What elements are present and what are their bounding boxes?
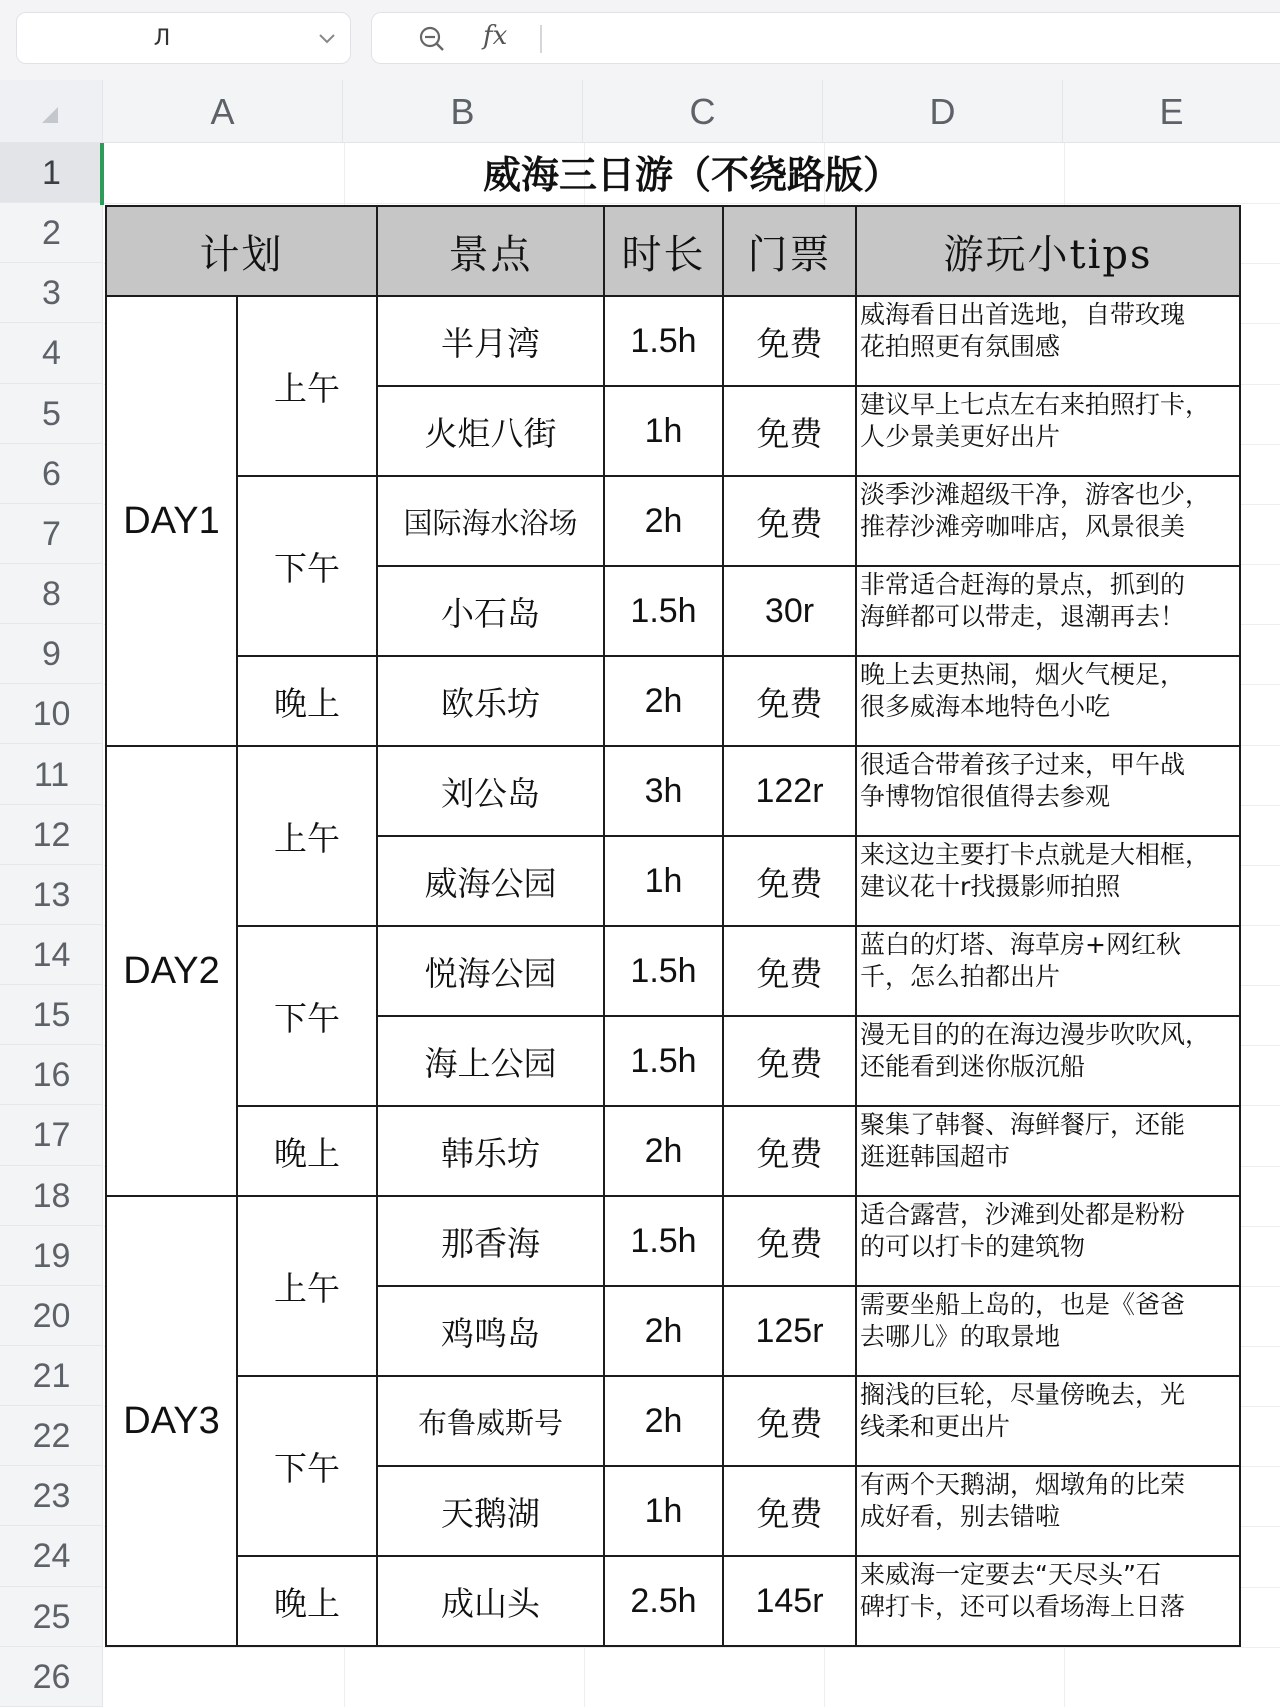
table-row <box>106 476 1240 566</box>
duration-cell[interactable]: 2h <box>604 476 723 566</box>
column-header-d[interactable]: D <box>823 80 1063 143</box>
spot-cell[interactable]: 威海公园 <box>377 836 604 926</box>
row-header-22[interactable]: 22 <box>0 1406 103 1466</box>
row-header-26[interactable]: 26 <box>0 1647 103 1707</box>
duration-cell[interactable]: 1h <box>604 836 723 926</box>
row-header-2[interactable]: 2 <box>0 203 103 263</box>
row-header-5[interactable]: 5 <box>0 384 103 444</box>
period-cell[interactable]: 上午 <box>237 1196 377 1376</box>
zoom-out-icon[interactable] <box>418 25 446 53</box>
row-header-24[interactable]: 24 <box>0 1526 103 1586</box>
tip-cell[interactable]: 聚集了韩餐、海鲜餐厅，还能 逛逛韩国超市 <box>856 1106 1240 1196</box>
spot-cell[interactable]: 国际海水浴场 <box>377 476 604 566</box>
ticket-cell[interactable]: 免费 <box>723 1376 856 1466</box>
row-header-4[interactable]: 4 <box>0 323 103 383</box>
row-header-10[interactable]: 10 <box>0 684 103 744</box>
day-cell[interactable]: DAY1 <box>106 296 237 746</box>
ticket-cell[interactable]: 免费 <box>723 926 856 1016</box>
row-header-19[interactable]: 19 <box>0 1226 103 1286</box>
period-cell[interactable]: 上午 <box>237 746 377 926</box>
spot-cell[interactable]: 韩乐坊 <box>377 1106 604 1196</box>
period-cell[interactable]: 晚上 <box>237 656 377 746</box>
row-header-8[interactable]: 8 <box>0 564 103 624</box>
header-duration[interactable]: 时长 <box>604 206 723 296</box>
duration-cell[interactable]: 2h <box>604 1106 723 1196</box>
row-header-15[interactable]: 15 <box>0 985 103 1045</box>
tip-cell[interactable]: 来威海一定要去“天尽头”石 碑打卡，还可以看场海上日落 <box>856 1556 1240 1646</box>
period-cell[interactable]: 下午 <box>237 476 377 656</box>
sheet-title[interactable]: 威海三日游（不绕路版） <box>482 153 901 197</box>
header-spot[interactable]: 景点 <box>377 206 604 296</box>
duration-cell[interactable]: 1.5h <box>604 566 723 656</box>
tip-cell[interactable]: 适合露营，沙滩到处都是粉粉 的可以打卡的建筑物 <box>856 1196 1240 1286</box>
ticket-cell[interactable]: 免费 <box>723 836 856 926</box>
spot-cell[interactable]: 天鹅湖 <box>377 1466 604 1556</box>
row-header-9[interactable]: 9 <box>0 624 103 684</box>
table-row <box>106 746 1240 836</box>
row-header-3[interactable]: 3 <box>0 263 103 323</box>
formula-input[interactable] <box>371 12 1280 64</box>
formula-cursor <box>540 25 542 53</box>
column-header-b[interactable]: B <box>343 80 583 143</box>
row-header-14[interactable]: 14 <box>0 925 103 985</box>
duration-cell[interactable]: 1.5h <box>604 296 723 386</box>
ticket-cell[interactable]: 免费 <box>723 1466 856 1556</box>
table-row <box>106 1376 1240 1466</box>
spot-cell[interactable]: 那香海 <box>377 1196 604 1286</box>
select-all-icon <box>42 107 58 123</box>
ticket-cell[interactable]: 免费 <box>723 1016 856 1106</box>
select-all-corner[interactable] <box>0 80 103 143</box>
row-header-13[interactable]: 13 <box>0 865 103 925</box>
column-header-e[interactable]: E <box>1159 91 1184 132</box>
row-header-6[interactable]: 6 <box>0 444 103 504</box>
duration-cell[interactable]: 1.5h <box>604 926 723 1016</box>
duration-cell[interactable]: 1h <box>604 1466 723 1556</box>
spot-cell[interactable]: 小石岛 <box>377 566 604 656</box>
ticket-cell[interactable]: 125r <box>723 1286 856 1376</box>
tip-cell[interactable]: 晚上去更热闹，烟火气梗足， 很多威海本地特色小吃 <box>856 656 1240 746</box>
ticket-cell[interactable]: 免费 <box>723 1106 856 1196</box>
tip-cell[interactable]: 建议早上七点左右来拍照打卡， 人少景美更好出片 <box>856 386 1240 476</box>
spot-cell[interactable]: 悦海公园 <box>377 926 604 1016</box>
table-row <box>106 1556 1240 1646</box>
spot-cell[interactable]: 鸡鸣岛 <box>377 1286 604 1376</box>
tip-cell[interactable]: 来这边主要打卡点就是大相框， 建议花十r找摄影师拍照 <box>856 836 1240 926</box>
ticket-cell[interactable]: 免费 <box>723 386 856 476</box>
row-header-12[interactable]: 12 <box>0 805 103 865</box>
column-header-a[interactable]: A <box>103 80 343 143</box>
spot-cell[interactable]: 成山头 <box>377 1556 604 1646</box>
duration-cell[interactable]: 2h <box>604 1286 723 1376</box>
itinerary-table <box>105 205 1241 1647</box>
formula-bar <box>0 0 1280 80</box>
row-header-23[interactable]: 23 <box>0 1466 103 1526</box>
tip-cell[interactable]: 漫无目的的在海边漫步吹吹风， 还能看到迷你版沉船 <box>856 1016 1240 1106</box>
row-header-16[interactable]: 16 <box>0 1045 103 1105</box>
tip-cell[interactable]: 威海看日出首选地，自带玫瑰 花拍照更有氛围感 <box>856 296 1240 386</box>
ticket-cell[interactable]: 免费 <box>723 296 856 386</box>
row-header-7[interactable]: 7 <box>0 504 103 564</box>
tip-cell[interactable]: 蓝白的灯塔、海草房+网红秋 千，怎么拍都出片 <box>856 926 1240 1016</box>
duration-cell[interactable]: 3h <box>604 746 723 836</box>
name-box[interactable] <box>16 12 351 64</box>
duration-cell[interactable]: 1.5h <box>604 1196 723 1286</box>
tip-cell[interactable]: 搁浅的巨轮，尽量傍晚去，光 线柔和更出片 <box>856 1376 1240 1466</box>
name-box-value: Л <box>153 26 171 51</box>
spot-cell[interactable]: 刘公岛 <box>377 746 604 836</box>
header-tips[interactable]: 游玩小tips <box>856 206 1240 296</box>
day-cell[interactable]: DAY2 <box>106 746 237 1196</box>
duration-cell[interactable]: 2h <box>604 1376 723 1466</box>
row-header-25[interactable]: 25 <box>0 1587 103 1647</box>
table-header-row <box>106 206 1240 296</box>
spot-cell[interactable]: 欧乐坊 <box>377 656 604 746</box>
header-ticket[interactable]: 门票 <box>723 206 856 296</box>
row-header-17[interactable]: 17 <box>0 1105 103 1165</box>
table-row <box>106 926 1240 1016</box>
table-row <box>106 1106 1240 1196</box>
chevron-down-icon[interactable] <box>318 32 336 46</box>
column-header-c[interactable]: C <box>583 80 823 143</box>
period-cell[interactable]: 晚上 <box>237 1106 377 1196</box>
duration-cell[interactable]: 1.5h <box>604 1016 723 1106</box>
ticket-cell[interactable]: 免费 <box>723 476 856 566</box>
column-headers <box>103 80 1280 143</box>
tip-cell[interactable]: 淡季沙滩超级干净，游客也少， 推荐沙滩旁咖啡店，风景很美 <box>856 476 1240 566</box>
row-header-1[interactable]: 1 <box>0 143 103 203</box>
tip-cell[interactable]: 需要坐船上岛的，也是《爸爸 去哪儿》的取景地 <box>856 1286 1240 1376</box>
row-header-21[interactable]: 21 <box>0 1346 103 1406</box>
ticket-cell[interactable]: 免费 <box>723 1196 856 1286</box>
table-row <box>106 656 1240 746</box>
ticket-cell[interactable]: 免费 <box>723 656 856 746</box>
row-header-20[interactable]: 20 <box>0 1286 103 1346</box>
ticket-cell[interactable]: 145r <box>723 1556 856 1646</box>
period-cell[interactable]: 晚上 <box>237 1556 377 1646</box>
spot-cell[interactable]: 半月湾 <box>377 296 604 386</box>
table-row <box>106 296 1240 386</box>
spot-cell[interactable]: 海上公园 <box>377 1016 604 1106</box>
tip-cell[interactable]: 很适合带着孩子过来，甲午战 争博物馆很值得去参观 <box>856 746 1240 836</box>
row-header-18[interactable]: 18 <box>0 1166 103 1226</box>
day-cell[interactable]: DAY3 <box>106 1196 237 1646</box>
period-cell[interactable]: 下午 <box>237 926 377 1106</box>
period-cell[interactable]: 上午 <box>237 296 377 476</box>
row-header-11[interactable]: 11 <box>0 745 103 805</box>
function-icon[interactable]: fx <box>483 21 508 51</box>
table-row <box>106 1196 1240 1286</box>
spot-cell[interactable]: 火炬八街 <box>377 386 604 476</box>
row-headers <box>0 143 103 1707</box>
duration-cell[interactable]: 2h <box>604 656 723 746</box>
duration-cell[interactable]: 2.5h <box>604 1556 723 1646</box>
spot-cell[interactable]: 布鲁威斯号 <box>377 1376 604 1466</box>
duration-cell[interactable]: 1h <box>604 386 723 476</box>
tip-cell[interactable]: 非常适合赶海的景点，抓到的 海鲜都可以带走，退潮再去！ <box>856 566 1240 656</box>
period-cell[interactable]: 下午 <box>237 1376 377 1556</box>
header-plan[interactable]: 计划 <box>106 206 377 296</box>
ticket-cell[interactable]: 122r <box>723 746 856 836</box>
itinerary-body <box>106 296 1240 1646</box>
ticket-cell[interactable]: 30r <box>723 566 856 656</box>
tip-cell[interactable]: 有两个天鹅湖，烟墩角的比荣 成好看，别去错啦 <box>856 1466 1240 1556</box>
